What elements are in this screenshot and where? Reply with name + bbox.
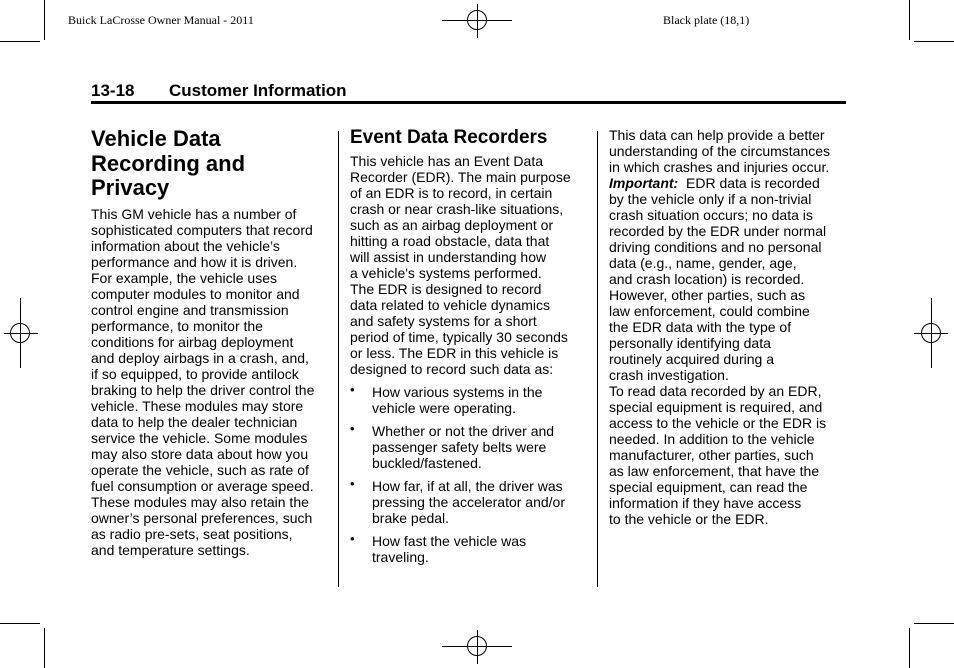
bullet-icon: • — [350, 476, 355, 491]
text-line: routinely acquired during a — [609, 351, 774, 367]
text-line: This data can help provide a better — [609, 127, 825, 143]
text-line: sophisticated computers that record — [91, 221, 313, 238]
text-line: data to help the dealer technician — [91, 413, 298, 430]
column-divider — [338, 131, 339, 587]
text-line: recorded by the EDR under normal — [609, 223, 827, 239]
text-line: brake pedal. — [372, 510, 450, 526]
text-line: information if they have access — [609, 495, 802, 511]
text-line: To read data recorded by an EDR, — [609, 383, 822, 399]
crop-mark — [914, 623, 954, 624]
list-item — [350, 533, 590, 565]
slug-manual-title: Buick LaCrosse Owner Manual - 2011 — [68, 13, 254, 27]
text-line: access to the vehicle or the EDR is — [609, 415, 827, 431]
text-line: performance and how it is driven. — [91, 253, 298, 270]
text-line: may also store data about how you — [91, 445, 309, 462]
text-line: and temperature settings. — [91, 541, 250, 558]
text-line: a vehicle's systems performed. — [350, 265, 542, 281]
text-line: computer modules to monitor and — [91, 285, 300, 302]
crop-mark — [914, 41, 954, 42]
text-line: owner’s personal preferences, such — [91, 509, 313, 526]
text-line: These modules may also retain the — [91, 493, 309, 510]
edr-data-list — [350, 384, 590, 565]
text-line: will assist in understanding how — [350, 249, 547, 265]
text-line: vehicle were operating. — [372, 400, 516, 416]
text-line: For example, the vehicle uses — [91, 269, 277, 286]
section-title-vehicle-data — [91, 127, 331, 201]
registration-target — [921, 323, 941, 343]
text-line: hitting a road obstacle, data that — [350, 233, 550, 249]
text-line: data related to vehicle dynamics — [350, 297, 550, 313]
text-line — [609, 175, 849, 191]
text-line: and deploy airbags in a crash, and, — [91, 349, 309, 366]
text-line: data (e.g., name, gender, age, — [609, 255, 797, 271]
registration-target — [10, 323, 30, 343]
text-line: operate the vehicle, such as rate of — [91, 461, 309, 478]
bullet-icon: • — [350, 531, 355, 546]
list-item — [350, 478, 590, 526]
registration-target — [467, 636, 487, 656]
list-item — [350, 423, 590, 471]
text-line: as law enforcement, that have the — [609, 463, 820, 479]
column-1 — [91, 127, 331, 558]
crop-mark — [0, 623, 40, 624]
text-line: Whether or not the driver and — [372, 423, 555, 439]
text-line: and safety systems for a short — [350, 313, 537, 329]
paragraph-important — [609, 175, 849, 383]
crop-mark — [44, 628, 45, 668]
text-line: vehicle. These modules may store — [91, 397, 304, 414]
text-line: needed. In addition to the vehicle — [609, 431, 815, 447]
paragraph-read-data — [609, 383, 849, 527]
text-line: Recorder (EDR). The main purpose — [350, 169, 571, 185]
paragraph-understanding — [609, 127, 849, 175]
text-line: conditions for airbag deployment — [91, 333, 294, 350]
header-rule — [91, 101, 846, 104]
list-item — [350, 384, 590, 416]
text-line: period of time, typically 30 seconds — [350, 329, 568, 345]
crop-mark — [909, 628, 910, 668]
chapter-title: Customer Information — [169, 81, 347, 100]
crop-mark — [0, 41, 40, 42]
text-line: pressing the accelerator and/or — [372, 494, 565, 510]
text-line: as radio pre-sets, seat positions, — [91, 525, 293, 542]
text-line: performance, to monitor the — [91, 317, 263, 334]
bullet-icon: • — [350, 382, 355, 397]
text-line: crash situation occurs; no data is — [609, 207, 813, 223]
page-number: 13-18 — [91, 81, 135, 100]
column-divider — [597, 131, 598, 587]
text-line: of an EDR is to record, in certain — [350, 185, 553, 201]
paragraph-edr-intro — [350, 153, 590, 377]
text-line: This GM vehicle has a number of — [91, 205, 297, 222]
text-line: fuel consumption or average speed. — [91, 477, 314, 494]
title-line: Privacy — [91, 175, 170, 200]
column-3 — [609, 127, 849, 527]
paragraph-intro — [91, 206, 331, 558]
important-label: Important: — [609, 175, 679, 191]
text-line: by the vehicle only if a non-trivial — [609, 191, 812, 207]
text-line: manufacturer, other parties, such — [609, 447, 814, 463]
text-line: crash investigation. — [609, 367, 729, 383]
text-line: buckled/fastened. — [372, 455, 482, 471]
column-2 — [350, 127, 590, 565]
text-line: How various systems in the — [372, 384, 543, 400]
text-line: However, other parties, such as — [609, 287, 806, 303]
text-line: the EDR data with the type of — [609, 319, 792, 335]
registration-target — [467, 10, 487, 30]
text-line: law enforcement, could combine — [609, 303, 810, 319]
slug-plate-label: Black plate (18,1) — [663, 13, 750, 27]
bullet-icon: • — [350, 421, 355, 436]
section-title-edr: Event Data Recorders — [350, 127, 548, 148]
crop-mark — [44, 0, 45, 40]
text-line: or less. The EDR in this vehicle is — [350, 345, 559, 361]
text-line: crash or near crash-like situations, — [350, 201, 564, 217]
text-line: if so equipped, to provide antilock — [91, 365, 299, 382]
text-line: special equipment, can read the — [609, 479, 808, 495]
text-line: This vehicle has an Event Data — [350, 153, 543, 169]
text-line: How fast the vehicle was — [372, 533, 527, 549]
crop-mark — [909, 0, 910, 40]
important-first-line: EDR data is recorded — [686, 175, 820, 191]
text-line: information about the vehicle’s — [91, 237, 280, 254]
text-line: to the vehicle or the EDR. — [609, 511, 769, 527]
text-line: personally identifying data — [609, 335, 771, 351]
text-line: such as an airbag deployment or — [350, 217, 554, 233]
title-line: Recording and — [91, 150, 246, 176]
text-line: braking to help the driver control the — [91, 381, 315, 398]
text-line: service the vehicle. Some modules — [91, 429, 308, 446]
text-line: designed to record such data as: — [350, 361, 554, 377]
title-line: Vehicle Data — [91, 126, 221, 151]
text-line: special equipment is required, and — [609, 399, 823, 415]
running-head — [91, 81, 347, 101]
text-line: and crash location) is recorded. — [609, 271, 805, 287]
text-line: control engine and transmission — [91, 301, 289, 318]
text-line: driving conditions and no personal — [609, 239, 822, 255]
text-line: passenger safety belts were — [372, 439, 547, 455]
text-line: The EDR is designed to record — [350, 281, 542, 297]
text-line: in which crashes and injuries occur. — [609, 159, 830, 175]
text-line: understanding of the circumstances — [609, 143, 831, 159]
text-line: How far, if at all, the driver was — [372, 478, 563, 494]
text-line: traveling. — [372, 549, 429, 565]
